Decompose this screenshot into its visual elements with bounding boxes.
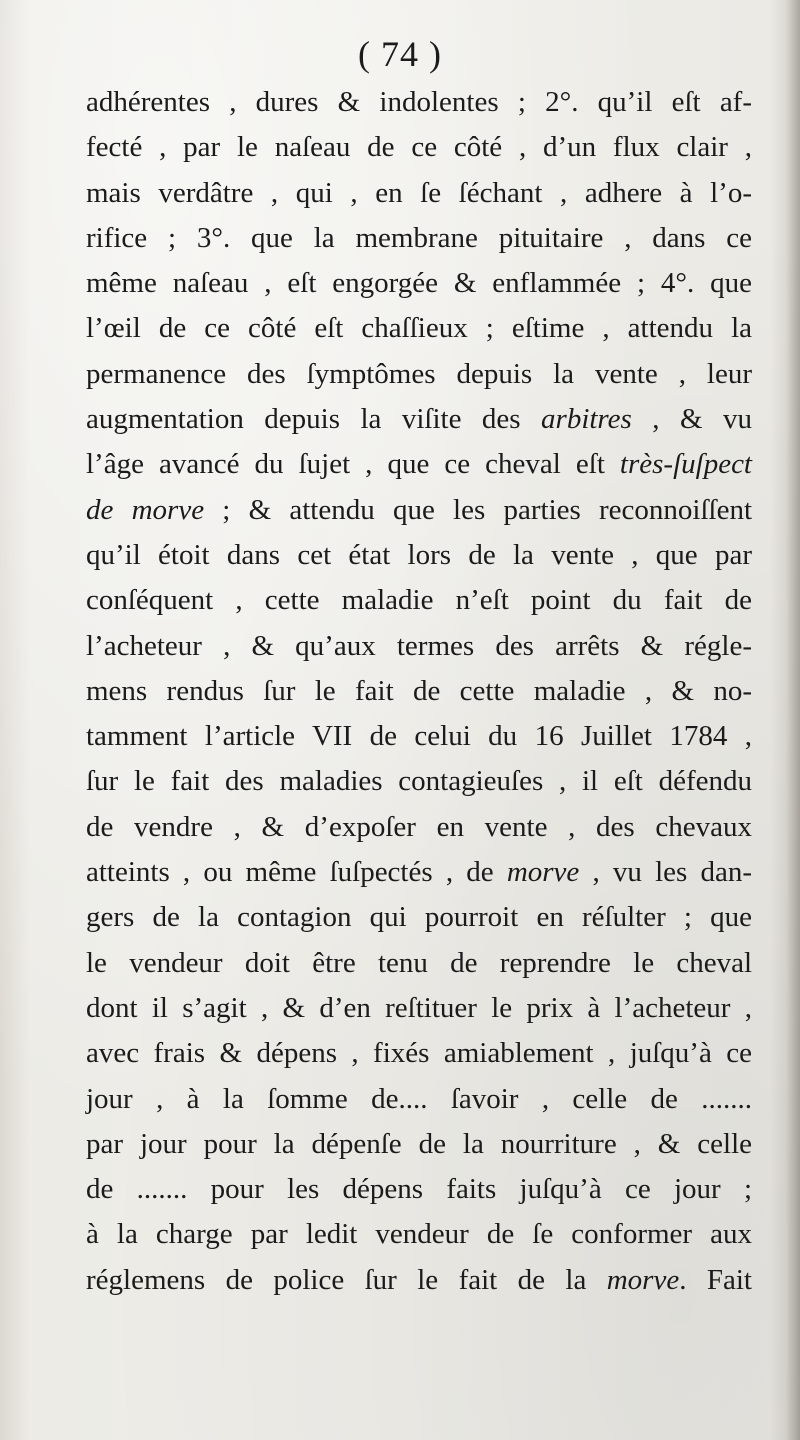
- text-segment: le vendeur doit être tenu de reprendre le cheval: [86, 946, 752, 979]
- text-line: [86, 1122, 752, 1167]
- text-segment: de ....... pour les dépens faits juſqu’à ce jour ;: [86, 1173, 752, 1206]
- text-line: [86, 1167, 752, 1212]
- text-segment: mens rendus ſur le fait de cette maladie , & no-: [86, 674, 752, 707]
- text-line: [86, 352, 752, 397]
- page-edge-shadow: [786, 0, 800, 1440]
- text-line: [86, 1258, 752, 1303]
- text-line: [86, 669, 752, 714]
- text-line: [86, 759, 752, 804]
- text-line: [86, 1212, 752, 1257]
- italic-text-segment: arbitres: [541, 403, 632, 436]
- text-segment: ſur le fait des maladies contagieuſes , il eſt défendu: [86, 765, 752, 798]
- text-line: [86, 1031, 752, 1076]
- text-line: [86, 941, 752, 986]
- text-segment: permanence des ſymptômes depuis la vente , leur: [86, 357, 752, 390]
- text-line: [86, 624, 752, 669]
- text-segment: de vendre , & d’expoſer en vente , des chevaux: [86, 810, 752, 843]
- text-segment: jour , à la ſomme de.... ſavoir , celle de .......: [86, 1082, 752, 1115]
- text-line: [86, 261, 752, 306]
- text-segment: , vu les dan-: [579, 856, 753, 889]
- text-segment: l’œil de ce côté eſt chaſſieux ; eſtime , attendu la: [86, 312, 752, 345]
- text-segment: atteints , ou même ſuſpectés , de: [86, 856, 507, 889]
- text-line: [86, 80, 752, 125]
- text-line: [86, 397, 752, 442]
- text-segment: même naſeau , eſt engorgée & enflammée ; 4°. que: [86, 267, 752, 300]
- text-line: [86, 306, 752, 351]
- text-segment: par jour pour la dépenſe de la nourriture , & celle: [86, 1127, 752, 1160]
- text-line: [86, 125, 752, 170]
- text-line: [86, 442, 752, 487]
- text-segment: augmentation depuis la viſite des: [86, 403, 542, 436]
- text-line: [86, 1077, 752, 1122]
- text-segment: avec frais & dépens , fixés amiablement , juſqu’à ce: [86, 1037, 752, 1070]
- text-segment: qu’il étoit dans cet état lors de la vente , que par: [86, 538, 752, 571]
- text-line: [86, 216, 752, 261]
- text-segment: mais verdâtre , qui , en ſe ſéchant , adhere à l’o-: [86, 176, 752, 209]
- text-segment: ; & attendu que les parties reconnoiſſent: [204, 493, 753, 526]
- text-segment: gers de la contagion qui pourroit en réſulter ; que: [86, 901, 752, 934]
- text-line: [86, 986, 752, 1031]
- text-segment: tamment l’article VII de celui du 16 Juillet 1784 ,: [86, 720, 752, 753]
- body-text: [86, 80, 752, 1303]
- page-number: ( 74 ): [358, 34, 442, 74]
- text-segment: conſéquent , cette maladie n’eſt point du fait de: [86, 584, 752, 617]
- text-line: [86, 714, 752, 759]
- italic-text-segment: morve: [606, 1263, 680, 1296]
- text-line: [86, 895, 752, 940]
- italic-text-segment: très-ſuſpect: [619, 448, 752, 481]
- text-segment: adhérentes , dures & indolentes ; 2°. qu’il eſt af-: [86, 86, 752, 118]
- text-segment: l’âge avancé du ſujet , que ce cheval eſt: [86, 448, 620, 481]
- text-segment: rifice ; 3°. que la membrane pituitaire , dans ce: [86, 221, 752, 254]
- text-line: [86, 488, 752, 533]
- italic-text-segment: morve: [506, 856, 580, 889]
- text-line: [86, 850, 752, 895]
- text-line: [86, 533, 752, 578]
- text-segment: fecté , par le naſeau de ce côté , d’un flux clair ,: [86, 131, 752, 164]
- text-line: [86, 171, 752, 216]
- text-segment: dont il s’agit , & d’en reſtituer le prix à l’acheteur ,: [86, 991, 752, 1024]
- italic-text-segment: de morve: [86, 493, 205, 526]
- text-line: [86, 805, 752, 850]
- text-segment: l’acheteur , & qu’aux termes des arrêts & régle-: [86, 629, 752, 662]
- text-segment: réglemens de police ſur le fait de la: [86, 1263, 607, 1296]
- text-segment: à la charge par ledit vendeur de ſe conformer aux: [86, 1218, 752, 1251]
- text-segment: . Fait: [679, 1263, 752, 1296]
- text-segment: , & vu: [631, 403, 752, 436]
- text-line: [86, 578, 752, 623]
